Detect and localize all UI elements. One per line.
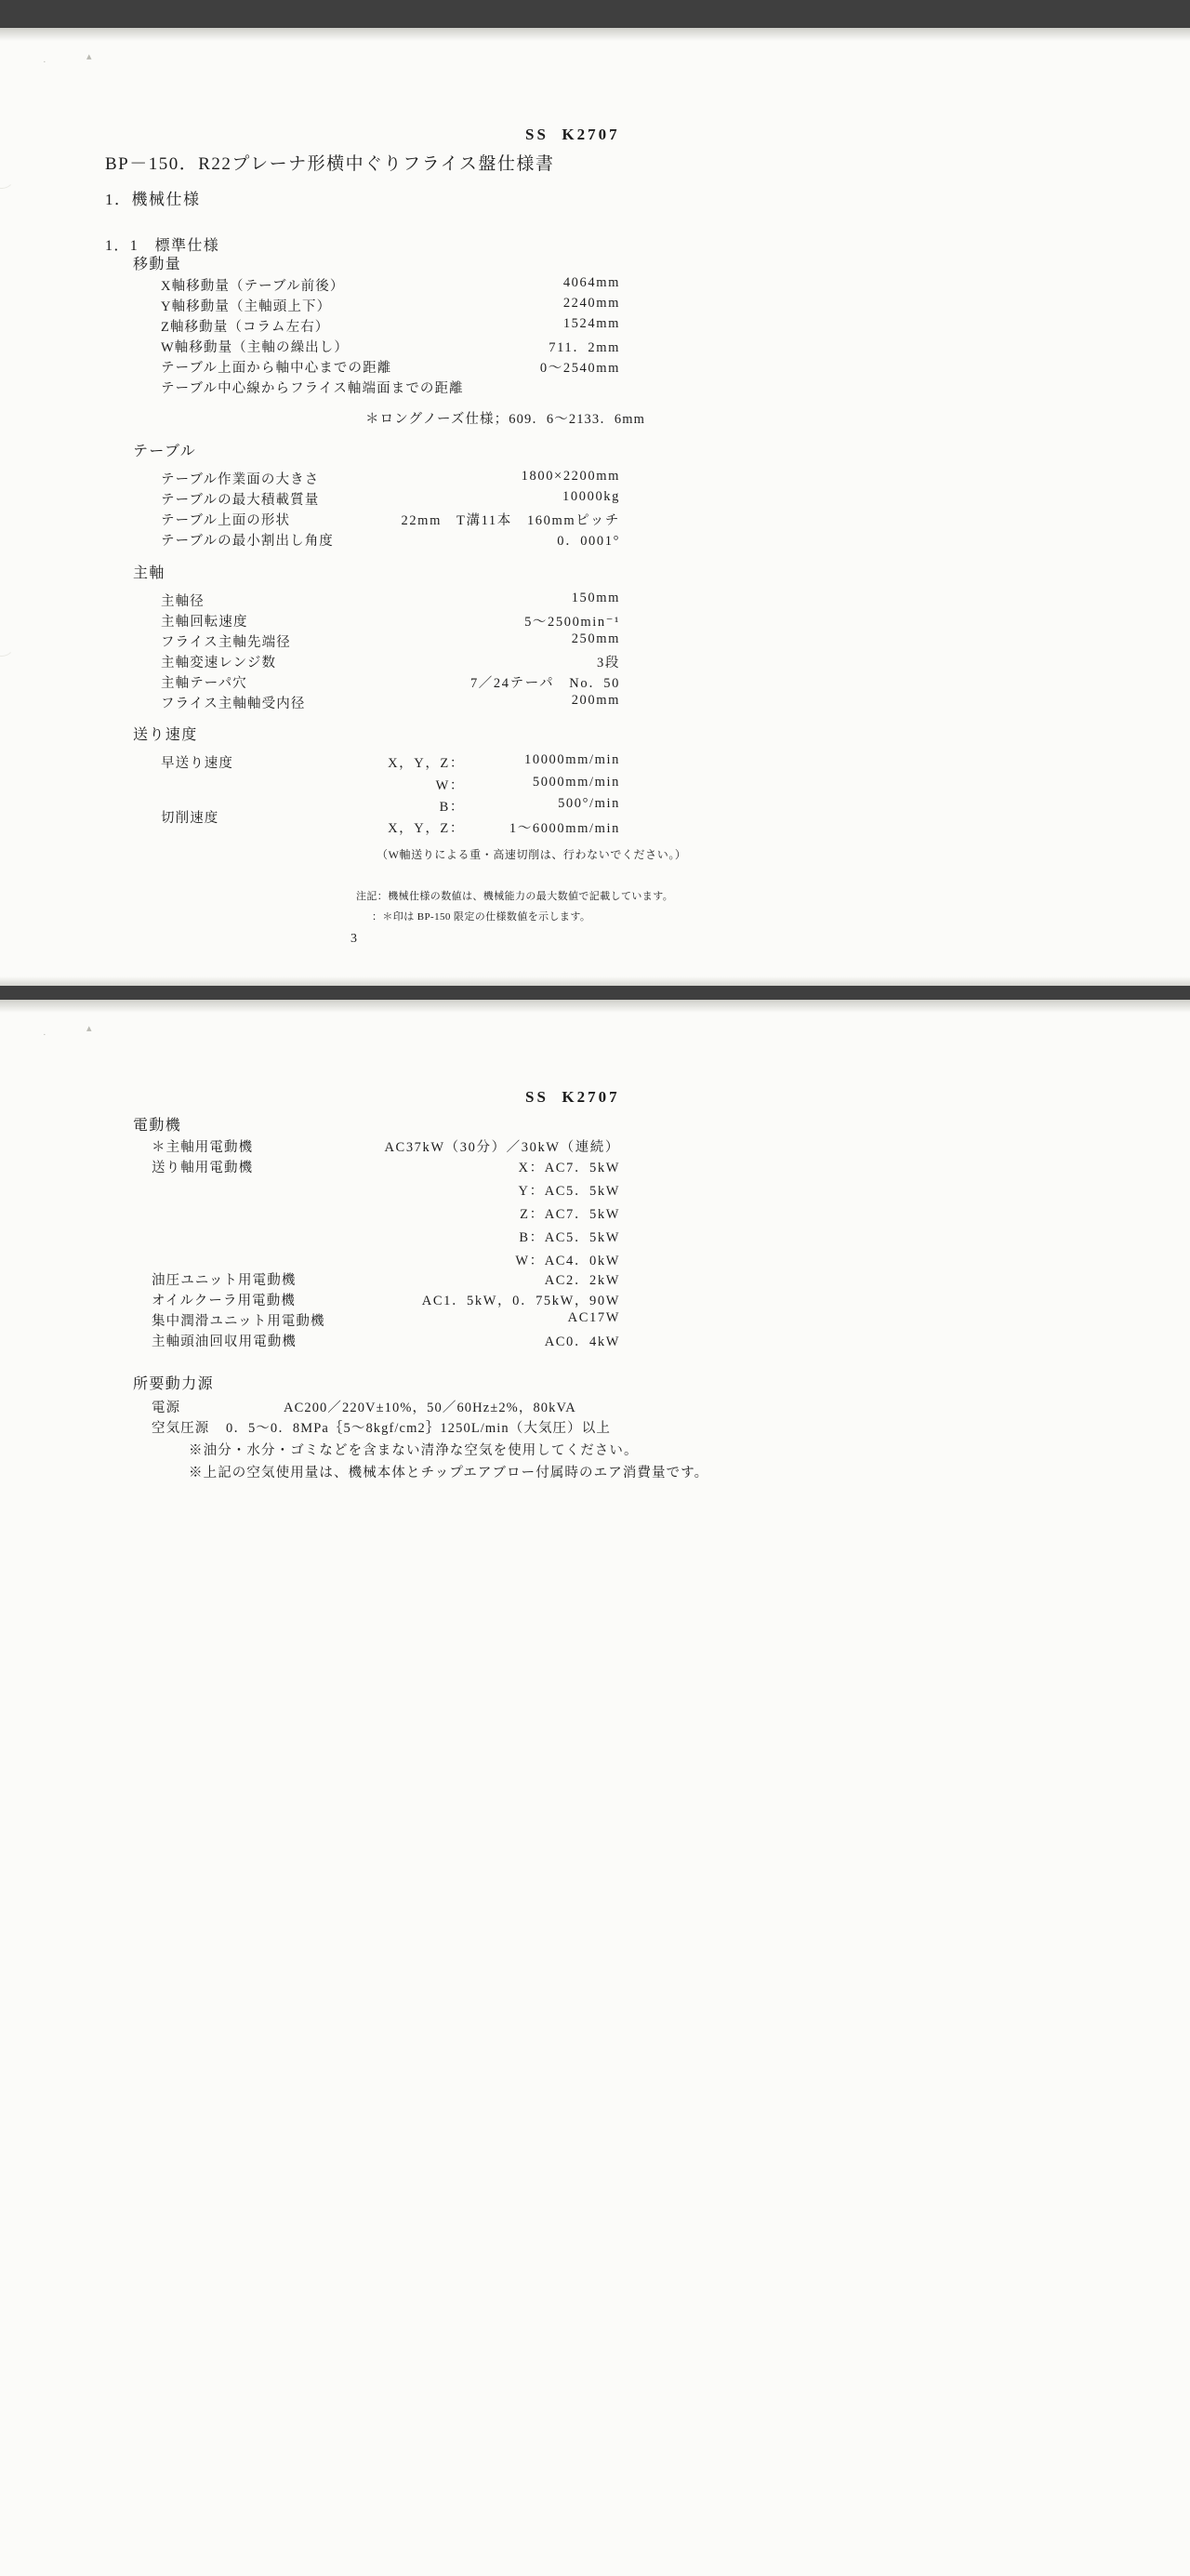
scan-speck: ·	[43, 1029, 46, 1041]
spec-value: 5000mm/min	[532, 775, 620, 790]
spec-label: Y軸移動量（主軸頭上下）	[161, 299, 332, 314]
page-number: 3	[350, 932, 359, 946]
document-page-1	[0, 28, 1190, 986]
spec-label: 送り軸用電動機	[152, 1161, 254, 1175]
spec-label: X軸移動量（テーブル前後）	[161, 279, 345, 294]
document-note-2: ：＊印は BP-150 限定の仕様数値を示します。	[372, 911, 591, 923]
spec-value: 7／24テーパ No．50	[469, 676, 620, 691]
spec-value: AC1．5kW，0．75kW，90W	[421, 1294, 620, 1308]
scan-speck: ·	[43, 57, 46, 68]
section-1-heading: 1．機械仕様	[105, 191, 201, 208]
spec-label: オイルクーラ用電動機	[152, 1294, 296, 1308]
spec-value: 4064mm	[562, 275, 620, 290]
spec-label: テーブル中心線からフライス軸端面までの距離	[161, 381, 464, 396]
spec-label: テーブルの最小割出し角度	[161, 534, 334, 549]
group-heading-spindle: 主軸	[133, 565, 165, 581]
spec-label: 主軸回転速度	[161, 615, 248, 630]
spec-value: AC200／220V±10%，50／60Hz±2%，80kVA	[284, 1401, 576, 1415]
spec-label: Z軸移動量（コラム左右）	[161, 320, 330, 335]
spec-value: 22mm T溝11本 160mmピッチ	[401, 513, 620, 528]
spec-value: 500°/min	[558, 796, 620, 811]
spec-value: W：AC4．0kW	[515, 1254, 620, 1268]
page1-content	[0, 28, 1190, 986]
spec-label: W軸移動量（主軸の繰出し）	[161, 340, 349, 355]
page-gap-top	[0, 0, 1190, 28]
spec-label: 油圧ユニット用電動機	[152, 1273, 297, 1288]
spec-value: 150mm	[571, 591, 620, 605]
power-remark-1: ※油分・水分・ゴミなどを含まない清浄な空気を使用してください。	[189, 1443, 639, 1458]
spec-value: 2240mm	[562, 296, 620, 311]
group-heading-feedrate: 送り速度	[133, 727, 198, 743]
spec-value: 250mm	[571, 631, 620, 646]
spec-value: X：AC7．5kW	[518, 1161, 620, 1175]
spec-value: 0．5～0．8MPa｛5～8kgf/cm2｝1250L/min（大気圧）以上	[226, 1421, 611, 1436]
spec-axis: W：	[435, 778, 465, 793]
spec-value: 5～2500min⁻¹	[524, 615, 620, 630]
spec-value: AC0．4kW	[544, 1334, 620, 1349]
section-1-1-heading: 1．1 標準仕様	[105, 238, 220, 254]
scan-speck: ▴	[86, 1023, 92, 1034]
group-heading-motors: 電動機	[133, 1118, 182, 1134]
travel-footnote: ＊ロングノーズ仕様；609．6～2133．6mm	[365, 412, 645, 427]
spec-value: Z：AC7．5kW	[520, 1207, 620, 1222]
spec-value: 1800×2200mm	[521, 469, 620, 484]
power-remark-2: ※上記の空気使用量は、機械本体とチップエアブロー付属時のエア消費量です。	[189, 1466, 709, 1481]
spec-label: 早送り速度	[161, 756, 233, 771]
spec-value: 1524mm	[562, 316, 620, 331]
spec-value: 200mm	[571, 693, 620, 708]
group-heading-travel: 移動量	[133, 257, 182, 272]
spec-label: 電源	[152, 1401, 181, 1415]
document-code: SS K2707	[525, 1088, 620, 1106]
spec-value: AC17W	[567, 1310, 620, 1325]
document-code: SS K2707	[525, 126, 620, 143]
spec-label: フライス主軸軸受内径	[161, 697, 306, 711]
spec-value: 3段	[597, 656, 620, 671]
document-title: BP－150．R22プレーナ形横中ぐりフライス盤仕様書	[105, 154, 555, 174]
spec-label: フライス主軸先端径	[161, 635, 291, 650]
group-heading-power-supply: 所要動力源	[133, 1376, 215, 1392]
page2-content	[0, 1000, 1190, 2576]
spec-label: 主軸テーパ穴	[161, 676, 247, 691]
spec-label: 主軸径	[161, 594, 205, 609]
spec-label: テーブル作業面の大きさ	[161, 472, 320, 487]
spec-label: ＊主軸用電動機	[152, 1140, 254, 1155]
spec-value: Y：AC5．5kW	[518, 1184, 620, 1199]
spec-value: 0．0001°	[557, 534, 620, 549]
spec-label: 主軸頭油回収用電動機	[152, 1334, 297, 1349]
spec-axis: X，Y，Z：	[388, 756, 465, 771]
spec-label: テーブル上面の形状	[161, 513, 291, 528]
spec-label: 集中潤滑ユニット用電動機	[152, 1314, 325, 1329]
group-heading-table: テーブル	[133, 444, 197, 459]
page-gap-middle	[0, 986, 1190, 1000]
spec-value: B：AC5．5kW	[519, 1230, 620, 1245]
scan-speck: ▴	[86, 51, 92, 62]
document-note-1: 注記：機械仕様の数値は、機械能力の最大数値で記載しています。	[356, 891, 674, 902]
spec-value: 10000mm/min	[524, 752, 620, 767]
spec-value: 711．2mm	[549, 340, 620, 355]
spec-label: 空気圧源	[152, 1421, 210, 1436]
spec-label: 切削速度	[161, 811, 219, 826]
spec-label: テーブル上面から軸中心までの距離	[161, 361, 392, 376]
spec-value: 10000kg	[562, 489, 620, 504]
spec-value: AC37kW（30分）／30kW（連続）	[384, 1140, 620, 1155]
document-page-2	[0, 1000, 1190, 2576]
spec-label: テーブルの最大積載質量	[161, 493, 320, 508]
spec-label: 主軸変速レンジ数	[161, 656, 277, 671]
spec-value: AC2．2kW	[544, 1273, 620, 1288]
spec-value: 1～6000mm/min	[509, 821, 620, 836]
spec-value: 0～2540mm	[539, 361, 620, 376]
feedrate-footnote: （W軸送りによる重・高速切削は、行わないでください。）	[377, 848, 687, 861]
spec-axis: B：	[439, 800, 465, 815]
spec-axis: X，Y，Z：	[388, 821, 465, 836]
